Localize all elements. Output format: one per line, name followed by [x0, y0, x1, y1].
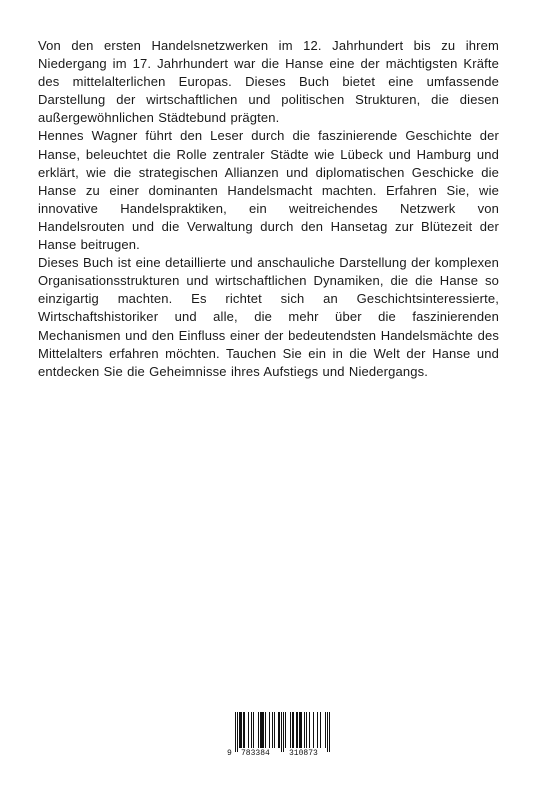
- barcode-bar: [292, 712, 293, 748]
- barcode-bar: [285, 712, 286, 748]
- barcode-bar: [239, 712, 240, 748]
- barcode-bar: [253, 712, 254, 748]
- barcode-bar: [281, 712, 282, 752]
- barcode-digit-first: 9: [227, 749, 232, 758]
- barcode-bar: [297, 712, 298, 748]
- barcode-bar: [296, 712, 297, 748]
- barcode-bar: [279, 712, 280, 748]
- barcode-digits-left: 783384: [241, 749, 270, 758]
- blurb-paragraph-3: Dieses Buch ist eine detaillierte und anschauliche Darstellung der komplexen Organisationsstrukturen und wirtschaftlichen Dynamiken, die die Hanse so einzigartig machten. Es richtet sich an Geschichtsinteressierte, Wirtschaftshistoriker und alle, die mehr über die faszinierenden Mechanismen und den Einfluss einer der bedeutendsten Handelsmächte des Mittelalters erfahren möchten. Tauchen Sie ein in die Welt der Hanse und entdecken Sie die Geheimnisse ihres Aufstiegs und Niedergangs.: [38, 255, 499, 379]
- barcode-bar: [317, 712, 318, 748]
- barcode-bar: [261, 712, 262, 748]
- barcode-digits-right: 310873: [289, 749, 318, 758]
- barcode-bar: [309, 712, 310, 748]
- barcode-bar: [244, 712, 245, 748]
- back-cover-blurb: [38, 37, 499, 381]
- barcode-bar: [260, 712, 261, 748]
- barcode-bar: [290, 712, 291, 748]
- barcode-bar: [272, 712, 273, 748]
- barcode-bar: [258, 712, 259, 748]
- barcode-bar: [241, 712, 242, 748]
- barcode-bar: [240, 712, 241, 748]
- barcode-bar: [306, 712, 307, 748]
- barcode-bar: [251, 712, 252, 748]
- barcode-bar: [293, 712, 294, 748]
- barcode-bar: [327, 712, 328, 752]
- barcode-bar: [263, 712, 264, 748]
- barcode-bar: [269, 712, 270, 748]
- barcode-bar: [237, 712, 238, 752]
- barcode-bar: [300, 712, 301, 748]
- blurb-paragraph-1: Von den ersten Handelsnetzwerken im 12. Jahrhundert bis zu ihrem Niedergang im 17. Jahrhundert war die Hanse eine der mächtigsten Kräfte des mittelalterlichen Europas. Dieses Buch bietet eine umfassende Darstellung der wirtschaftlichen und politischen Strukturen, die diesen außergewöhnlichen Städtebund prägten.: [38, 38, 499, 126]
- barcode-bar: [243, 712, 244, 748]
- barcode-bar: [265, 712, 266, 748]
- isbn-barcode: [227, 711, 332, 761]
- barcode-bar: [329, 712, 330, 752]
- barcode-bar: [313, 712, 314, 748]
- barcode-bar: [301, 712, 302, 748]
- barcode-bar: [283, 712, 284, 752]
- blurb-paragraph-2: Hennes Wagner führt den Leser durch die faszinierende Geschichte der Hanse, beleuchtet die Rolle zentraler Städte wie Lübeck und Hamburg und erklärt, wie die strategischen Allianzen und diplomatischen Geschicke die Hanse zu einer dominanten Handelsmacht machten. Erfahren Sie, wie innovative Handelspraktiken, ein weitreichendes Netzwerk von Handelsrouten und die Verwaltung durch den Hansetag zur Blütezeit der Hanse beitrugen.: [38, 128, 499, 253]
- barcode-bar: [325, 712, 326, 748]
- barcode-bar: [235, 712, 236, 752]
- barcode-bar: [278, 712, 279, 748]
- barcode-bar: [304, 712, 305, 748]
- barcode-bar: [299, 712, 300, 748]
- barcode-bar: [262, 712, 263, 748]
- barcode-bar: [248, 712, 249, 748]
- barcode-bar: [274, 712, 275, 748]
- barcode-bar: [320, 712, 321, 748]
